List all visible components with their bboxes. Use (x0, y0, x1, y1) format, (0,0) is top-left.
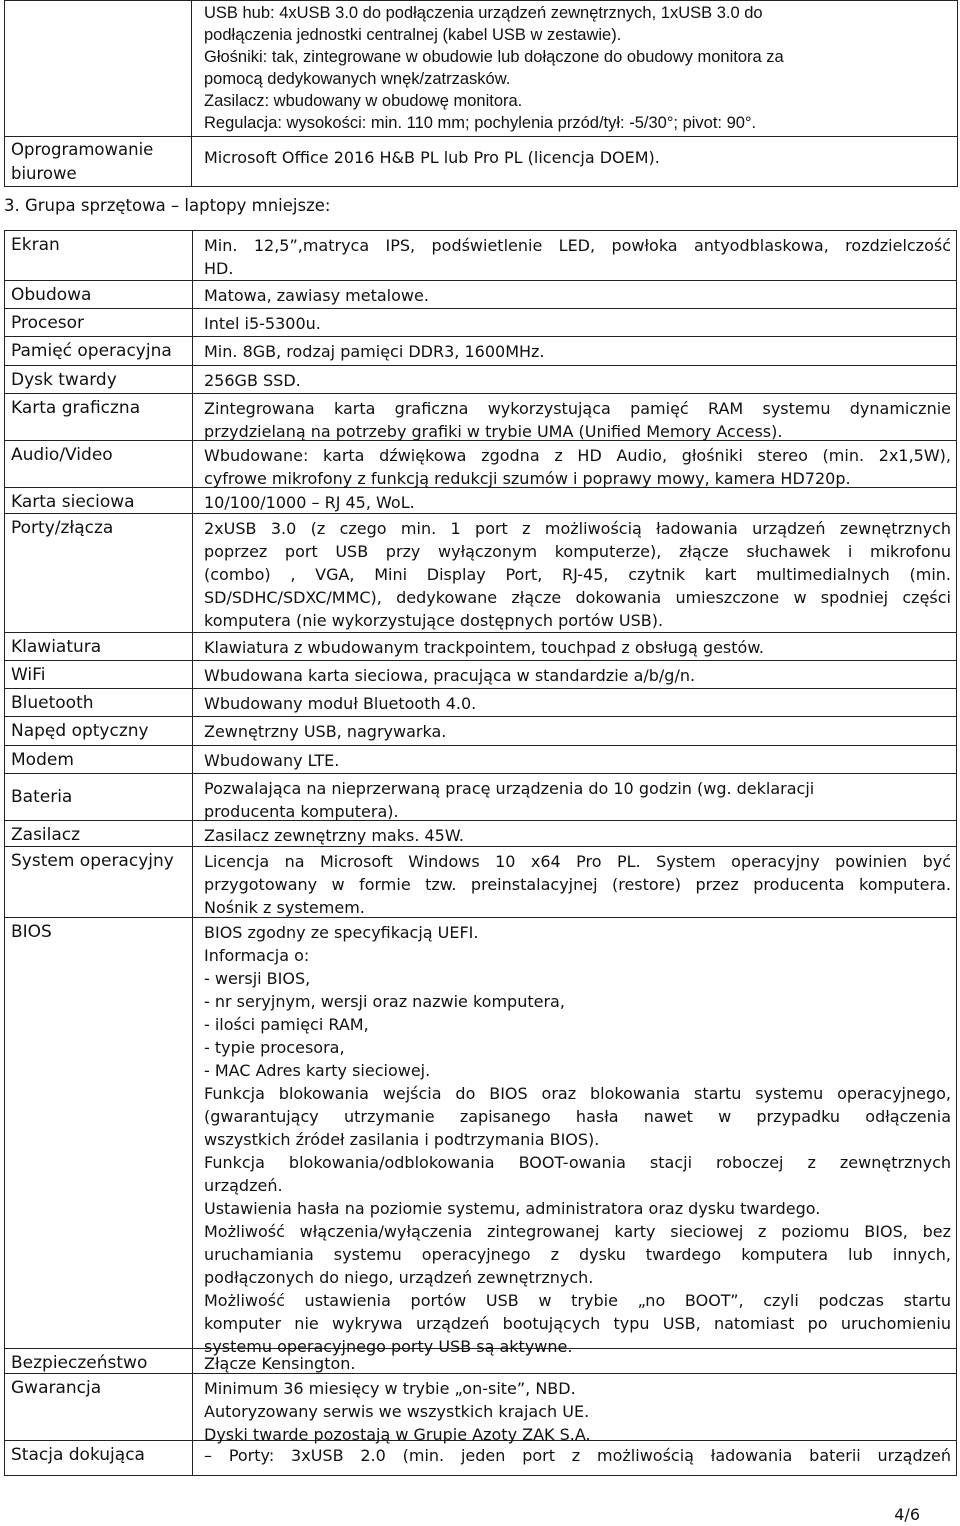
row-value (204, 777, 951, 823)
value-line: HD. (204, 259, 234, 278)
top-bottom-border (4, 186, 958, 187)
row-label: Procesor (11, 313, 85, 333)
value-line: Dyski twarde pozostają w Grupie Azoty ZAK S.A. (204, 1425, 591, 1444)
row-value (204, 1377, 951, 1446)
value-line: BIOS zgodny ze specyfikacją UEFI. (204, 923, 479, 942)
row-label: Audio/Video (11, 445, 113, 465)
table-row-divider (5, 660, 956, 661)
value-line: Zasilacz zewnętrzny maks. 45W. (204, 826, 464, 845)
spec-line: pomocą dedykowanych wnęk/zatrzasków. (204, 70, 511, 88)
value-line: Pozwalająca na nieprzerwaną pracę urządzenia do 10 godzin (wg. deklaracji (204, 779, 815, 798)
value-line: Autoryzowany serwis we wszystkich krajach UE. (204, 1402, 590, 1421)
value-line: przydzielaną na potrzeby grafiki w trybie UMA (Unified Memory Access). (204, 422, 783, 441)
row-value (204, 692, 951, 715)
office-label-line: biurowe (11, 164, 77, 183)
office-label-line: Oprogramowanie (11, 140, 154, 159)
value-line: SD/SDHC/SDXC/MMC), dedykowane złącze dokowania umieszczone w spodniej części (204, 588, 951, 607)
row-label: Zasilacz (11, 825, 81, 845)
value-line: poprzez port USB przy wyłączonym komputerze), złącze słuchawek i mikrofonu (204, 542, 951, 561)
value-line: wszystkich źródeł zasilania i podtrzymania BIOS). (204, 1130, 600, 1149)
value-line: systemu operacyjnego porty USB są aktywne. (204, 1337, 573, 1356)
value-line: Ustawienia hasła na poziomie systemu, administratora oraz dysku twardego. (204, 1199, 821, 1218)
row-label: Modem (11, 750, 74, 770)
row-value (204, 664, 951, 687)
top-right-border (957, 0, 958, 186)
spec-line: Zasilacz: wbudowany w obudowę monitora. (204, 92, 523, 110)
value-line: - wersji BIOS, (204, 969, 311, 988)
value-line: podłączonych do niego, urządzeń zewnętrznych. (204, 1268, 594, 1287)
value-line: - ilości pamięci RAM, (204, 1015, 369, 1034)
row-value (204, 491, 951, 514)
row-value (204, 1444, 951, 1467)
row-value (204, 850, 951, 919)
row-label: Gwarancja (11, 1378, 102, 1398)
table-row-divider (5, 632, 956, 633)
value-line: komputer nie wykrywa urządzeń bootujących typu USB, natomiast po uruchomieniu (204, 1314, 951, 1333)
row-label: Karta graficzna (11, 398, 141, 418)
value-line: Wbudowany LTE. (204, 751, 340, 770)
value-line: 256GB SSD. (204, 371, 301, 390)
spec-line: Głośniki: tak, zintegrowane w obudowie lub dołączone do obudowy monitora za (204, 48, 784, 66)
row-label: Stacja dokująca (11, 1445, 145, 1465)
row-value (204, 312, 951, 335)
table-row-divider (5, 688, 956, 689)
value-line: Informacja o: (204, 946, 310, 965)
value-line: Intel i5-5300u. (204, 314, 321, 333)
office-value: Microsoft Office 2016 H&B PL lub Pro PL (licencja DOEM). (204, 148, 660, 167)
table-row-divider (5, 280, 956, 281)
value-line: przygotowany w formie tzw. preinstalacyjnej (restore) przez producenta komputera. (204, 875, 951, 894)
row-label: Bluetooth (11, 693, 94, 713)
value-line: uruchamiania systemu operacyjnego z dysku twardego komputera lub innych, (204, 1245, 951, 1264)
value-line: Możliwość ustawienia portów USB w trybie „no BOOT”, czyli podczas startu (204, 1291, 951, 1310)
row-value (204, 397, 951, 443)
row-label: Porty/złącza (11, 518, 114, 538)
office-label (11, 138, 153, 186)
row-label: WiFi (11, 665, 46, 685)
top-left-border (4, 0, 5, 186)
table-row-divider (5, 745, 956, 746)
value-line: - MAC Adres karty sieciowej. (204, 1061, 431, 1080)
top-row-divider (4, 136, 958, 137)
row-label: BIOS (11, 922, 52, 942)
top-border (4, 0, 958, 1)
row-label: Napęd optyczny (11, 721, 149, 741)
value-line: Zintegrowana karta graficzna wykorzystująca pamięć RAM systemu dynamicznie (204, 399, 951, 418)
page-number: 4/6 (894, 1505, 920, 1524)
value-line: Nośnik z systemem. (204, 898, 365, 917)
value-line: (combo) , VGA, Mini Display Port, RJ-45, czytnik kart multimedialnych (min. (204, 565, 951, 584)
value-line: – Porty: 3xUSB 2.0 (min. jeden port z możliwością ładowania baterii urządzeń (204, 1446, 951, 1465)
row-label: Dysk twardy (11, 370, 117, 390)
value-line: Funkcja blokowania wejścia do BIOS oraz blokowania startu systemu operacyjnego, (204, 1084, 951, 1103)
row-label: Ekran (11, 235, 60, 255)
value-line: (gwarantujący utrzymanie zapisanego hasła nawet w przypadku odłączenia (204, 1107, 951, 1126)
value-line: 2xUSB 3.0 (z czego min. 1 port z możliwością ładowania urządzeń zewnętrznych (204, 519, 951, 538)
row-value (204, 234, 951, 280)
row-value (204, 921, 951, 1358)
spec-line: podłączenia jednostki centralnej (kabel USB w zestawie). (204, 26, 622, 44)
value-line: Licencja na Microsoft Windows 10 x64 Pro PL. System operacyjny powinien być (204, 852, 951, 871)
row-value (204, 444, 951, 490)
row-label: Bateria (11, 787, 73, 807)
top-col-divider (191, 0, 192, 186)
table-row-divider (5, 308, 956, 309)
row-value (204, 749, 951, 772)
row-value (204, 1352, 951, 1375)
row-label: Pamięć operacyjna (11, 341, 172, 361)
table-col-divider (192, 231, 193, 1475)
value-line: Min. 8GB, rodzaj pamięci DDR3, 1600MHz. (204, 342, 545, 361)
value-line: Minimum 36 miesięcy w trybie „on-site”, NBD. (204, 1379, 576, 1398)
spec-line: Regulacja: wysokości: min. 110 mm; pochylenia przód/tył: -5/30°; pivot: 90°. (204, 114, 757, 132)
value-line: komputera (nie wykorzystujące dostępnych portów USB). (204, 611, 664, 630)
value-line: 10/100/1000 – RJ 45, WoL. (204, 493, 415, 512)
row-label: Obudowa (11, 285, 92, 305)
value-line: Złącze Kensington. (204, 1354, 356, 1373)
row-value (204, 636, 951, 659)
value-line: Funkcja blokowania/odblokowania BOOT-owania stacji roboczej z zewnętrznych (204, 1153, 951, 1172)
value-line: Wbudowany moduł Bluetooth 4.0. (204, 694, 477, 713)
value-line: Wbudowana karta sieciowa, pracująca w standardzie a/b/g/n. (204, 666, 696, 685)
value-line: Matowa, zawiasy metalowe. (204, 286, 429, 305)
table-row-divider (5, 773, 956, 774)
value-line: producenta komputera). (204, 802, 399, 821)
value-line: Wbudowane: karta dźwiękowa zgodna z HD Audio, głośniki stereo (min. 2x1,5W), (204, 446, 951, 465)
row-label: Bezpieczeństwo (11, 1353, 148, 1373)
value-line: cyfrowe mikrofony z funkcją redukcji szumów i poprawy mowy, kamera HD720p. (204, 469, 851, 488)
table-row-divider (5, 393, 956, 394)
value-line: - typie procesora, (204, 1038, 345, 1057)
row-label: Karta sieciowa (11, 492, 135, 512)
row-value (204, 340, 951, 363)
section-heading: 3. Grupa sprzętowa – laptopy mniejsze: (4, 196, 331, 215)
row-value (204, 720, 951, 743)
value-line: Klawiatura z wbudowanym trackpointem, touchpad z obsługą gestów. (204, 638, 765, 657)
table-row-divider (5, 716, 956, 717)
value-line: urządzeń. (204, 1176, 283, 1195)
row-value (204, 824, 951, 847)
value-line: Min. 12,5”,matryca IPS, podświetlenie LED, powłoka antyodblaskowa, rozdzielczość (204, 236, 951, 255)
table-row-divider (5, 336, 956, 337)
value-line: Możliwość włączenia/wyłączenia zintegrowanej karty sieciowej z poziomu BIOS, bez (204, 1222, 951, 1241)
row-value (204, 369, 951, 392)
row-label: Klawiatura (11, 637, 102, 657)
monitor-spec-continuation (204, 2, 944, 134)
table-row-divider (5, 365, 956, 366)
row-label: System operacyjny (11, 851, 174, 871)
spec-line: USB hub: 4xUSB 3.0 do podłączenia urządzeń zewnętrznych, 1xUSB 3.0 do (204, 4, 763, 22)
value-line: - nr seryjnym, wersji oraz nazwie komputera, (204, 992, 565, 1011)
row-value (204, 517, 951, 632)
row-value (204, 284, 951, 307)
value-line: Zewnętrzny USB, nagrywarka. (204, 722, 447, 741)
